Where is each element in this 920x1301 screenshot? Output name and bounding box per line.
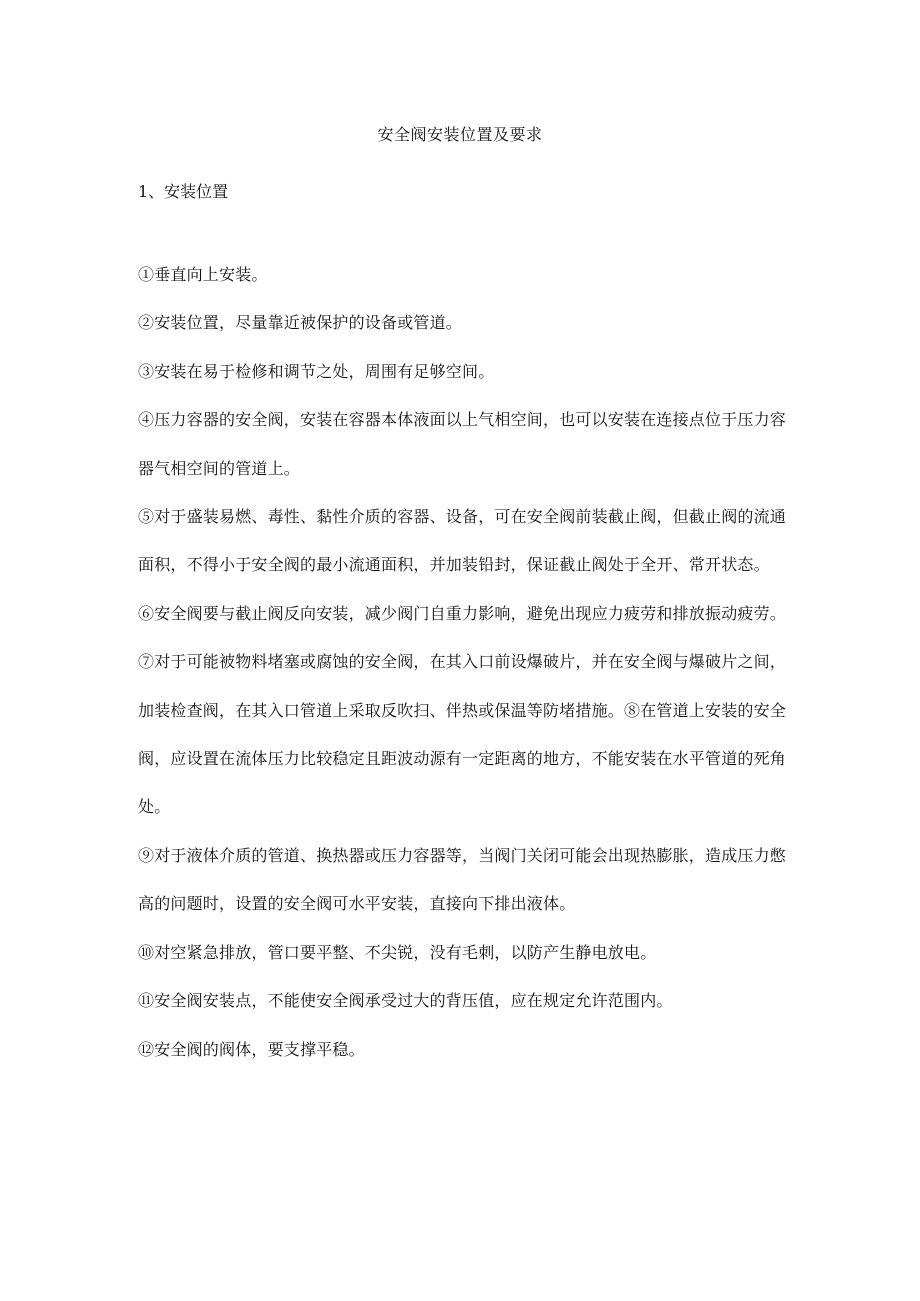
paragraph-8: ⑨对于液体介质的管道、换热器或压力容器等，当阀门关闭可能会出现热膨胀，造成压力憋高的问题时，设置的安全阀可水平安装，直接向下排出液体。 <box>138 845 787 914</box>
paragraph-4: ④压力容器的安全阀，安装在容器本体液面以上气相空间，也可以安装在连接点位于压力容器气相空间的管道上。 <box>138 410 787 478</box>
document-title: 安全阀安装位置及要求 <box>377 125 543 144</box>
paragraph-2: ②安装位置，尽量靠近被保护的设备或管道。 <box>138 313 463 333</box>
paragraph-3: ③安装在易于检修和调节之处，周围有足够空间。 <box>138 361 495 381</box>
paragraph-11: ⑫安全阀的阀体，要支撑平稳。 <box>138 1039 365 1059</box>
paragraph-5: ⑤对于盛装易燃、毒性、黏性介质的容器、设备，可在安全阀前装截止阀，但截止阀的流通面积，不得小于安全阀的最小流通面积，并加装铅封，保证截止阀处于全开、常开状态。 <box>138 507 787 575</box>
paragraph-1: ①垂直向上安装。 <box>138 265 268 284</box>
paragraph-9: ⑩对空紧急排放，管口要平整、不尖锐，没有毛刺，以防产生静电放电。 <box>138 942 657 962</box>
paragraph-7: ⑦对于可能被物料堵塞或腐蚀的安全阀，在其入口前设爆破片，并在安全阀与爆破片之间，加装检查阀，在其入口管道上采取反吹扫、伴热或保温等防堵措施。⑧在管道上安装的安全阀，应设置在流体压力比较稳定且距波动源有一定距离的地方，不能安装在水平管道的死角处。 <box>138 652 787 817</box>
section-heading: 1、安装位置 <box>138 182 229 201</box>
paragraph-6: ⑥安全阀要与截止阀反向安装，减少阀门自重力影响，避免出现应力疲劳和排放振动疲劳。 <box>138 603 787 623</box>
paragraph-10: ⑪安全阀安装点，不能使安全阀承受过大的背压值，应在规定允许范围内。 <box>138 991 673 1011</box>
document-body <box>138 251 786 1074</box>
